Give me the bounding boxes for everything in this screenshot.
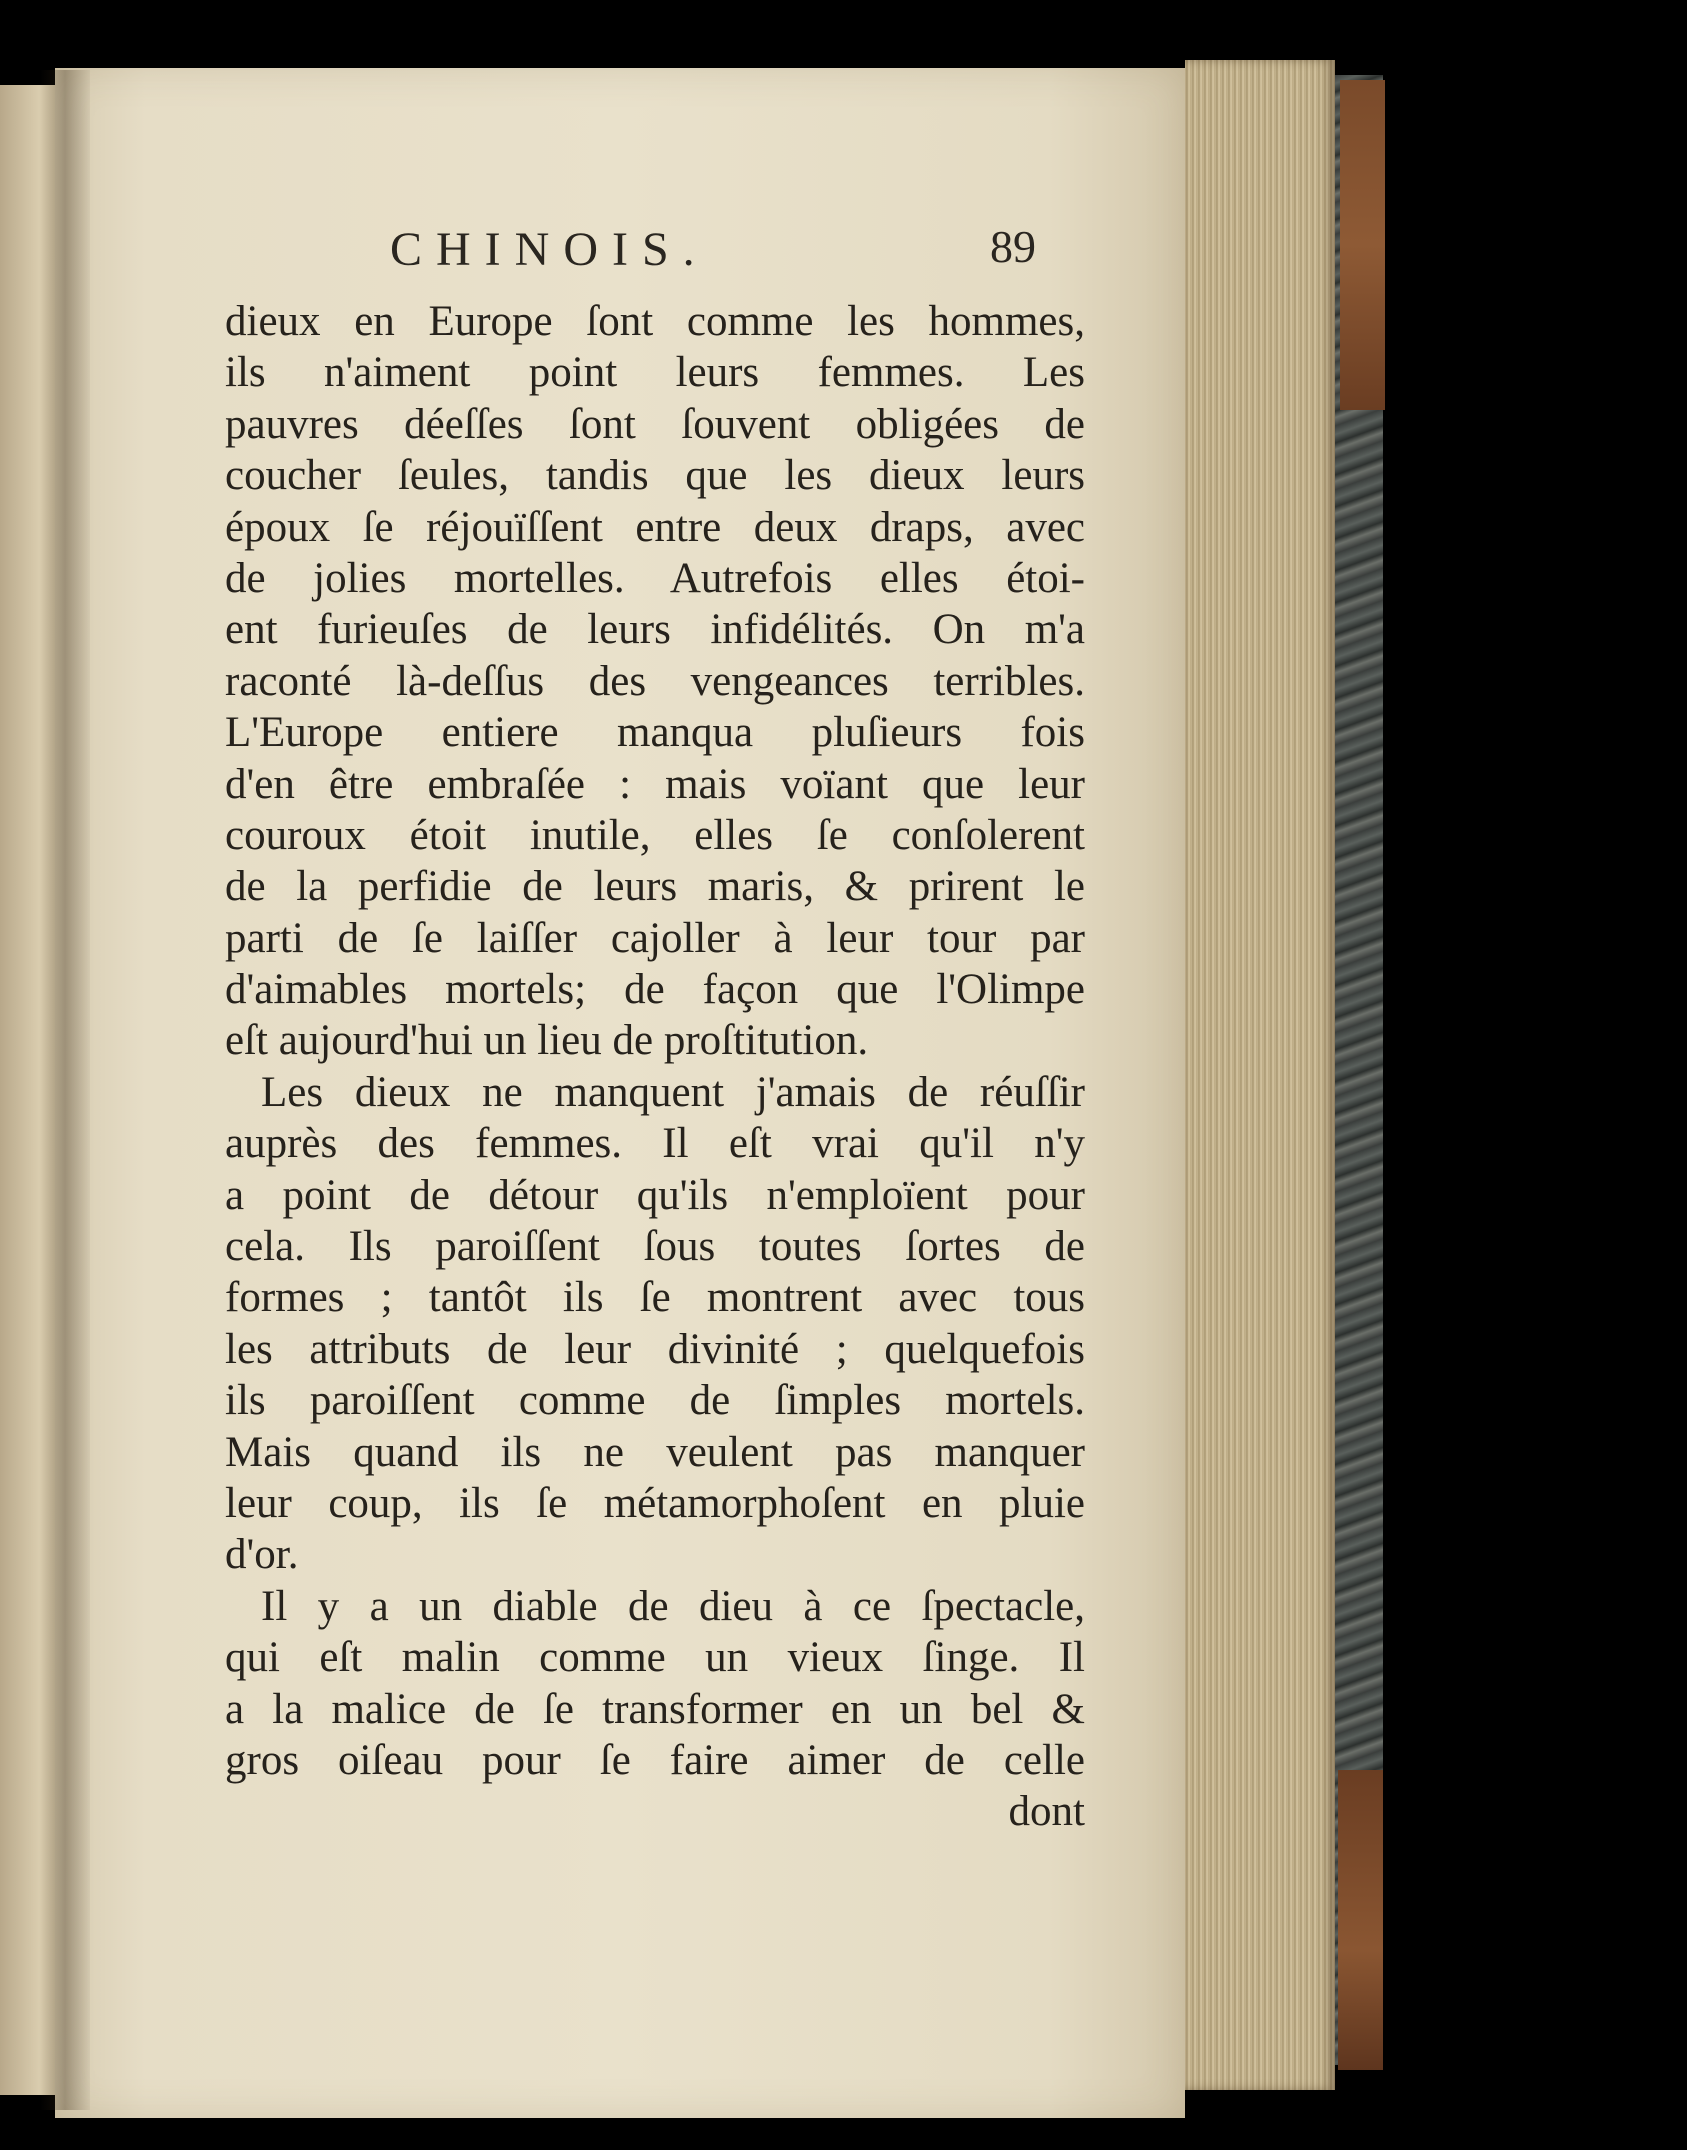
text-line: qui eſt malin comme un vieux ſinge. Il bbox=[225, 1634, 1085, 1682]
page-number: 89 bbox=[990, 221, 1036, 272]
spine-gutter bbox=[40, 70, 90, 2110]
text-line: a la malice de ſe transformer en un bel & bbox=[225, 1685, 1085, 1733]
running-head: CHINOIS. bbox=[390, 223, 709, 276]
text-line: couroux étoit inutile, elles ſe conſolerent bbox=[225, 811, 1085, 859]
text-line: raconté là-deſſus des vengeances terribles. bbox=[225, 657, 1085, 705]
text-line: formes ; tantôt ils ſe montrent avec tous bbox=[225, 1274, 1085, 1322]
text-line: dieux en Europe ſont comme les hommes, bbox=[225, 298, 1085, 345]
text-line: d'en être embraſée : mais voïant que leur bbox=[225, 760, 1085, 808]
text-line: parti de ſe laiſſer cajoller à leur tour par bbox=[225, 914, 1085, 962]
text-line: ils paroiſſent comme de ſimples mortels. bbox=[225, 1377, 1085, 1425]
leather-corner-top bbox=[1340, 80, 1385, 410]
text-line: époux ſe réjouïſſent entre deux draps, avec bbox=[225, 503, 1085, 551]
text-line: de la perfidie de leurs maris, & prirent le bbox=[225, 863, 1085, 911]
text-line: les attributs de leur divinité ; quelquefois bbox=[225, 1325, 1085, 1373]
text-line: Les dieux ne manquent j'amais de réuſſir bbox=[261, 1068, 1085, 1116]
catchword: dont bbox=[1008, 1788, 1085, 1836]
text-line: gros oiſeau pour ſe faire aimer de celle bbox=[225, 1736, 1085, 1784]
text-line: cela. Ils paroiſſent ſous toutes ſortes de bbox=[225, 1223, 1085, 1271]
page-block-edge bbox=[1185, 60, 1335, 2090]
text-line: eſt aujourd'hui un lieu de proſtitution. bbox=[225, 1017, 869, 1065]
body-text bbox=[225, 296, 1085, 1838]
text-line: d'or. bbox=[225, 1531, 299, 1579]
leather-corner-bottom bbox=[1338, 1770, 1383, 2070]
text-line: de jolies mortelles. Autrefois elles étoi- bbox=[225, 554, 1085, 602]
text-line: ent furieuſes de leurs infidélités. On m'a bbox=[225, 606, 1085, 654]
text-line: ils n'aiment point leurs femmes. Les bbox=[225, 349, 1085, 397]
text-line: Il y a un diable de dieu à ce ſpectacle, bbox=[261, 1582, 1085, 1630]
text-line: coucher ſeules, tandis que les dieux leurs bbox=[225, 452, 1085, 500]
text-line: d'aimables mortels; de façon que l'Olimpe bbox=[225, 966, 1085, 1014]
text-line: auprès des femmes. Il eſt vrai qu'il n'y bbox=[225, 1120, 1085, 1168]
text-line: L'Europe entiere manqua pluſieurs fois bbox=[225, 709, 1085, 757]
text-line: a point de détour qu'ils n'emploïent pour bbox=[225, 1171, 1085, 1219]
text-line: pauvres déeſſes ſont ſouvent obligées de bbox=[225, 400, 1085, 448]
text-line: Mais quand ils ne veulent pas manquer bbox=[225, 1428, 1085, 1476]
text-line: leur coup, ils ſe métamorphoſent en pluie bbox=[225, 1479, 1085, 1527]
